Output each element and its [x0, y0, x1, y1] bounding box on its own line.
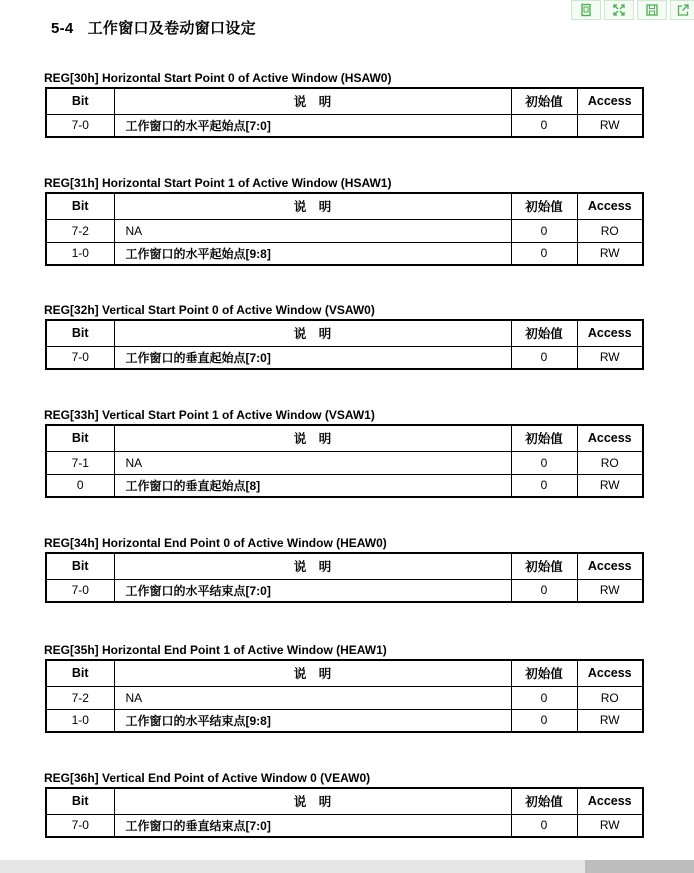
viewer-toolbar: [568, 0, 694, 20]
cell-description: 工作窗口的水平结束点[7:0]: [114, 579, 511, 602]
header-bit: Bit: [46, 553, 114, 579]
register-title: REG[32h] Vertical Start Point 0 of Active Window (VSAW0): [44, 303, 375, 317]
cell-description: 工作窗口的垂直起始点[7:0]: [114, 346, 511, 369]
header-initial-value: 初始值: [511, 193, 577, 219]
table-row: [46, 114, 643, 137]
table-row: [46, 579, 643, 602]
header-bit: Bit: [46, 788, 114, 814]
header-initial-value: 初始值: [511, 788, 577, 814]
header-description: 说 明: [114, 88, 511, 114]
table-row: [46, 219, 643, 242]
table-header-row: [46, 193, 643, 219]
cell-access: RW: [577, 814, 643, 837]
cell-bit: 1-0: [46, 242, 114, 265]
cell-access: RO: [577, 451, 643, 474]
header-initial-value: 初始值: [511, 320, 577, 346]
header-description: 说 明: [114, 193, 511, 219]
cell-bit: 7-0: [46, 346, 114, 369]
header-description: 说 明: [114, 425, 511, 451]
header-bit: Bit: [46, 88, 114, 114]
table-row: [46, 346, 643, 369]
header-bit: Bit: [46, 193, 114, 219]
table-header-row: [46, 553, 643, 579]
cell-description: 工作窗口的垂直结束点[7:0]: [114, 814, 511, 837]
register-title: REG[35h] Horizontal End Point 1 of Active Window (HEAW1): [44, 643, 387, 657]
table-header-row: [46, 788, 643, 814]
cell-bit: 7-1: [46, 451, 114, 474]
cell-initial-value: 0: [511, 686, 577, 709]
cell-initial-value: 0: [511, 219, 577, 242]
header-access: Access: [577, 425, 643, 451]
header-bit: Bit: [46, 320, 114, 346]
cell-bit: 7-2: [46, 219, 114, 242]
header-access: Access: [577, 553, 643, 579]
register-title: REG[33h] Vertical Start Point 1 of Active Window (VSAW1): [44, 408, 375, 422]
table-row: [46, 686, 643, 709]
cell-initial-value: 0: [511, 346, 577, 369]
register-table: [45, 424, 644, 498]
cell-initial-value: 0: [511, 242, 577, 265]
section-heading: [51, 17, 256, 38]
register-table: [45, 552, 644, 603]
cell-initial-value: 0: [511, 451, 577, 474]
cell-bit: 7-0: [46, 814, 114, 837]
cell-bit: 1-0: [46, 709, 114, 732]
header-access: Access: [577, 788, 643, 814]
table-row: [46, 814, 643, 837]
section-number: 5-4: [51, 20, 74, 37]
cell-description: 工作窗口的水平起始点[7:0]: [114, 114, 511, 137]
header-access: Access: [577, 193, 643, 219]
horizontal-scrollbar-thumb[interactable]: [585, 860, 694, 873]
table-header-row: [46, 320, 643, 346]
expand-icon: [612, 3, 626, 17]
table-header-row: [46, 425, 643, 451]
cell-access: RW: [577, 346, 643, 369]
header-initial-value: 初始值: [511, 425, 577, 451]
cell-initial-value: 0: [511, 579, 577, 602]
save-icon: [645, 3, 659, 17]
register-title: REG[31h] Horizontal Start Point 1 of Active Window (HSAW1): [44, 176, 392, 190]
cell-description: 工作窗口的水平结束点[9:8]: [114, 709, 511, 732]
cell-initial-value: 0: [511, 114, 577, 137]
page-view-button[interactable]: [571, 0, 601, 20]
register-title: REG[30h] Horizontal Start Point 0 of Active Window (HSAW0): [44, 71, 392, 85]
header-access: Access: [577, 320, 643, 346]
cell-description: 工作窗口的水平起始点[9:8]: [114, 242, 511, 265]
cell-bit: 7-0: [46, 114, 114, 137]
table-header-row: [46, 88, 643, 114]
register-table: [45, 87, 644, 138]
cell-description: NA: [114, 219, 511, 242]
table-row: [46, 242, 643, 265]
section-title: 工作窗口及卷动窗口设定: [87, 20, 256, 37]
cell-access: RW: [577, 474, 643, 497]
cell-access: RW: [577, 579, 643, 602]
cell-access: RO: [577, 219, 643, 242]
cell-access: RW: [577, 709, 643, 732]
cell-access: RW: [577, 114, 643, 137]
register-table: [45, 192, 644, 266]
header-description: 说 明: [114, 660, 511, 686]
register-table: [45, 319, 644, 370]
cell-access: RO: [577, 686, 643, 709]
register-title: REG[36h] Vertical End Point of Active Window 0 (VEAW0): [44, 771, 371, 785]
cell-initial-value: 0: [511, 814, 577, 837]
header-access: Access: [577, 88, 643, 114]
cell-bit: 0: [46, 474, 114, 497]
header-bit: Bit: [46, 425, 114, 451]
cell-description: NA: [114, 451, 511, 474]
table-row: [46, 709, 643, 732]
header-bit: Bit: [46, 660, 114, 686]
fullscreen-button[interactable]: [604, 0, 634, 20]
register-table: [45, 659, 644, 733]
horizontal-scrollbar-track[interactable]: [0, 860, 585, 873]
header-access: Access: [577, 660, 643, 686]
header-description: 说 明: [114, 553, 511, 579]
register-table: [45, 787, 644, 838]
header-description: 说 明: [114, 788, 511, 814]
table-header-row: [46, 660, 643, 686]
page-icon: [579, 3, 593, 17]
table-row: [46, 451, 643, 474]
cell-description: 工作窗口的垂直起始点[8]: [114, 474, 511, 497]
cell-bit: 7-2: [46, 686, 114, 709]
cell-access: RW: [577, 242, 643, 265]
header-initial-value: 初始值: [511, 553, 577, 579]
header-initial-value: 初始值: [511, 88, 577, 114]
save-button[interactable]: [637, 0, 667, 20]
cell-description: NA: [114, 686, 511, 709]
header-initial-value: 初始值: [511, 660, 577, 686]
cell-initial-value: 0: [511, 474, 577, 497]
table-row: [46, 474, 643, 497]
register-title: REG[34h] Horizontal End Point 0 of Active Window (HEAW0): [44, 536, 387, 550]
header-description: 说 明: [114, 320, 511, 346]
cell-initial-value: 0: [511, 709, 577, 732]
open-external-icon: [676, 3, 690, 17]
open-external-button[interactable]: [670, 0, 694, 20]
cell-bit: 7-0: [46, 579, 114, 602]
